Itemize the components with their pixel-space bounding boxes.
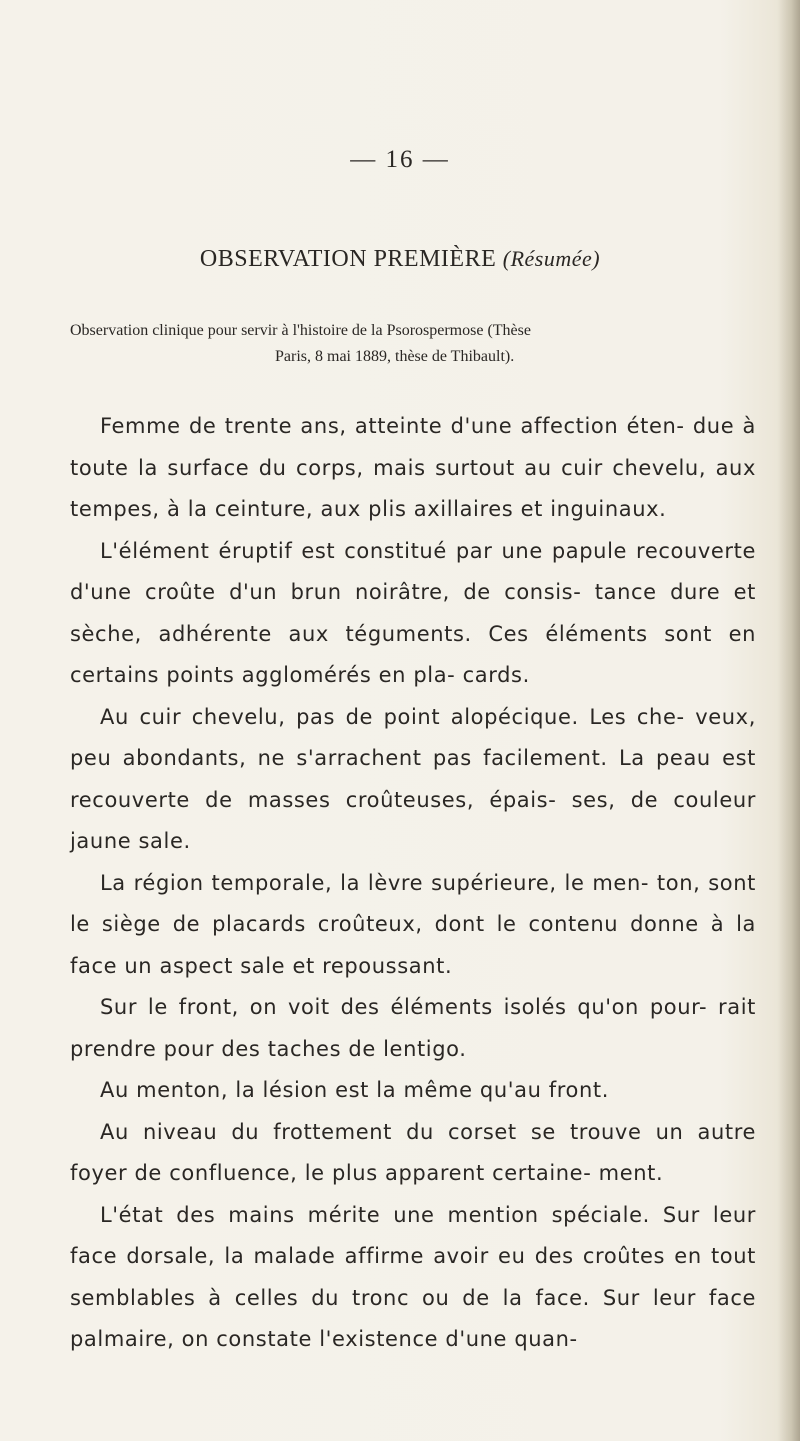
heading-title: OBSERVATION PREMIÈRE bbox=[199, 246, 497, 272]
page-edge-shadow bbox=[778, 0, 800, 1441]
paragraph: Au niveau du frottement du corset se trouve un autre foyer de confluence, le plus apparent certaine- ment. bbox=[70, 1119, 756, 1185]
body-text bbox=[70, 406, 756, 1361]
paragraph: Sur le front, on voit des éléments isolés qu'on pour- rait prendre pour des taches de lentigo. bbox=[70, 995, 756, 1061]
paragraph: L'élément éruptif est constitué par une papule recouverte d'une croûte d'un brun noirâtre, de consis- tance dure et sèche, adhérente aux téguments. Ces éléments sont en certains points agglomérés en pla- cards. bbox=[70, 538, 756, 687]
source-citation bbox=[70, 318, 740, 370]
paragraph: L'état des mains mérite une mention spéciale. Sur leur face dorsale, la malade affirme avoir eu des croûtes en tout semblables à celles du tronc ou de la face. Sur leur face palmaire, on constate l'existence d'une quan- bbox=[70, 1202, 756, 1351]
page-number: — 16 — bbox=[350, 146, 450, 173]
citation-line-1: Observation clinique pour servir à l'histoire de la Psorospermose (Thèse bbox=[70, 322, 531, 339]
paragraph: Femme de trente ans, atteinte d'une affection éten- due à toute la surface du corps, mais surtout au cuir chevelu, aux tempes, à la ceinture, aux plis axillaires et inguinaux. bbox=[70, 414, 756, 521]
paragraph: Au cuir chevelu, pas de point alopécique. Les che- veux, peu abondants, ne s'arrachent pas facilement. La peau est recouverte de masses croûteuses, épais- ses, de couleur jaune sale. bbox=[70, 704, 756, 853]
paragraph: La région temporale, la lèvre supérieure, le men- ton, sont le siège de placards croûteux, dont le contenu donne à la face un aspect sale et repoussant. bbox=[70, 870, 756, 978]
section-heading bbox=[0, 246, 800, 273]
citation-line-2: Paris, 8 mai 1889, thèse de Thibault). bbox=[275, 348, 515, 365]
heading-subtitle: (Résumée) bbox=[502, 246, 601, 271]
paragraph: Au menton, la lésion est la même qu'au front. bbox=[100, 1078, 609, 1102]
